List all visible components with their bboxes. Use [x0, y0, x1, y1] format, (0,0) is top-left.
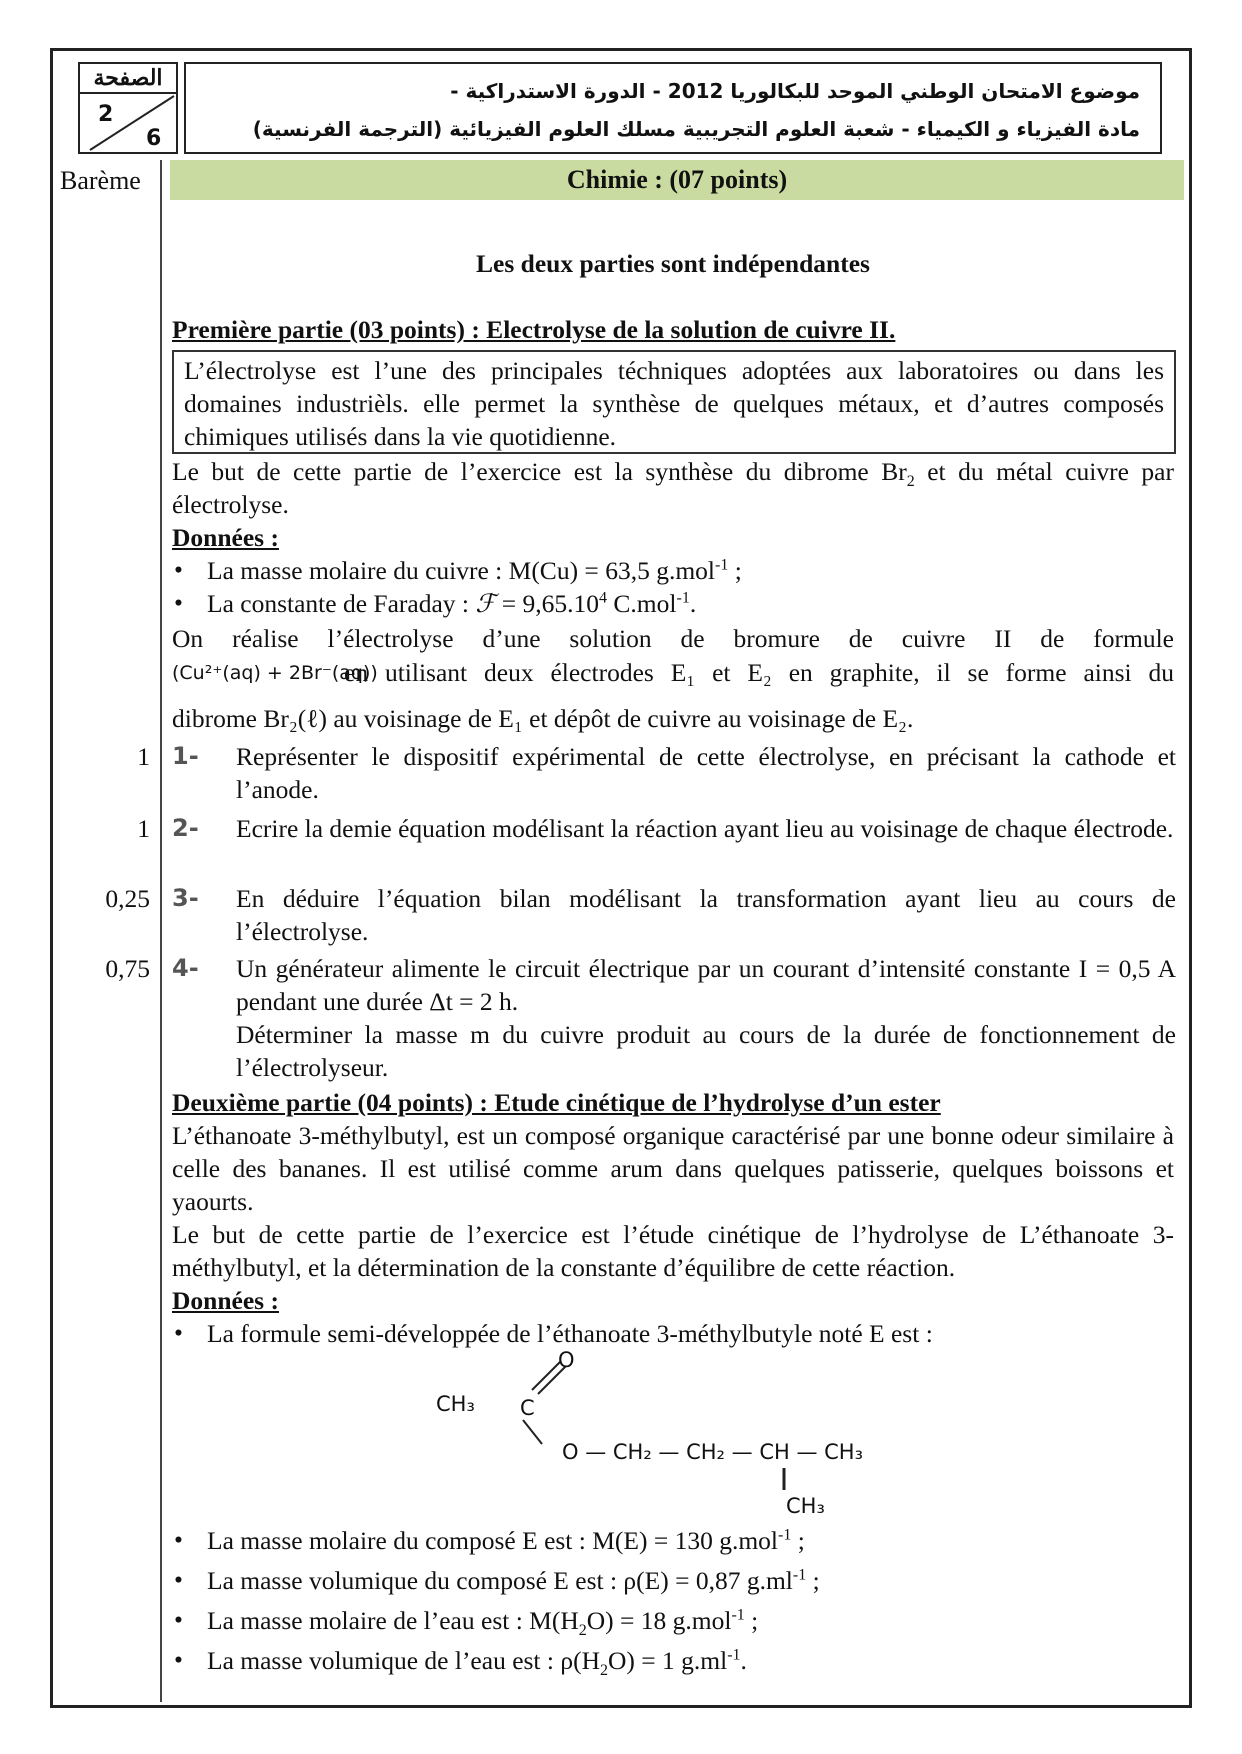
part1-data-title: Données :: [172, 523, 279, 552]
question-points: 1: [137, 742, 150, 771]
question-item: 1- Représenter le dispositif expérimental de cette électrolyse, en précisant la cathode et l’anode.: [172, 742, 1176, 804]
part1-title: Première partie (03 points) : Electrolyse de la solution de cuivre II.: [172, 315, 896, 344]
part1-goal: Le but de cette partie de l’exercice est la synthèse du dibrome $Br_2$ et du métal cuivre par électrolyse.: [172, 457, 1174, 519]
part2-data-title: Données :: [172, 1286, 279, 1315]
question-item: 4- Un générateur alimente le circuit électrique par un courant d’intensité constante I = 0,5 A pendant une durée Δt = 2 h. Déterminer la masse m du cuivre produit au cours de la durée de fonctionnement de l’électrolyseur.: [172, 954, 1176, 1082]
struct-oxygen-top: O: [558, 1348, 575, 1372]
page-label: الصفحة: [80, 64, 176, 94]
part1-intro-box: L’électrolyse est l’une des principales téchniques adoptées aux laboratoires ou dans les domaines industrièls. elle permet la synthèse de quelques métaux, et d’autres composés chimiques utilisés dans la vie quotidienne.: [172, 350, 1176, 454]
question-points: 0,25: [105, 884, 150, 913]
exam-title-line2: مادة الفيزياء و الكيمياء - شعبة العلوم التجريبية مسلك العلوم الفيزيائية (الترجمة الفرنسية): [252, 117, 1140, 141]
bareme-label: Barème: [60, 166, 141, 195]
page-divider-icon: [80, 94, 176, 152]
independent-note: Les deux parties sont indépendantes: [476, 249, 870, 278]
page-total: 6: [146, 126, 162, 151]
part1-experiment-line1: On réalise l’électrolyse d’une solution de bromure de cuivre II de formule: [172, 624, 1174, 653]
question-item: 3- En déduire l’équation bilan modélisant la transformation ayant lieu au cours de l’électrolyse.: [172, 884, 1176, 946]
exam-title-line1: موضوع الامتحان الوطني الموحد للبكالوريا 2012 - الدورة الاستدراكية -: [450, 79, 1140, 103]
section-title: Chimie : (07 points): [170, 160, 1184, 200]
page-current: 2: [98, 102, 114, 127]
question-item: 2- Ecrire la demie équation modélisant la réaction ayant lieu au voisinage de chaque électrode.: [172, 814, 1174, 843]
part2-title: Deuxième partie (04 points) : Etude cinétique de l’hydrolyse d’un ester: [172, 1088, 941, 1117]
part2-paragraph1: L’éthanoate 3-méthylbutyl, est un composé organique caractérisé par une bonne odeur similaire à celle des bananes. Il est utilisé comme arum dans quelques patisserie, quelques boissons et yaourts.: [172, 1121, 1174, 1216]
struct-carbon: C: [520, 1396, 535, 1420]
page-number-box: [78, 62, 178, 154]
column-divider: [160, 160, 162, 1702]
part1-experiment-formula: (Cu²⁺(aq) + 2Br⁻(aq)): [172, 662, 378, 684]
question-points: 1: [137, 814, 150, 843]
struct-ch3-left: CH₃: [436, 1392, 475, 1416]
struct-chain: O — CH₂ — CH₂ — CH — CH₃: [562, 1440, 864, 1464]
struct-ch3-bottom: CH₃: [786, 1494, 825, 1518]
part1-experiment-line2: en utilisant deux électrodes E₁ et E₂ en graphite, il se forme ainsi du: [344, 658, 1174, 687]
part1-experiment-line3: dibrome Br₂(ℓ) au voisinage de E₁ et dépôt de cuivre au voisinage de E₂.: [172, 704, 914, 733]
exam-header: [184, 62, 1162, 154]
question-points: 0,75: [105, 954, 150, 983]
part2-paragraph2: Le but de cette partie de l’exercice est l’étude cinétique de l’hydrolyse de L’éthanoate 3-méthylbutyl, et la détermination de la constante d’équilibre de cette réaction.: [172, 1220, 1174, 1282]
